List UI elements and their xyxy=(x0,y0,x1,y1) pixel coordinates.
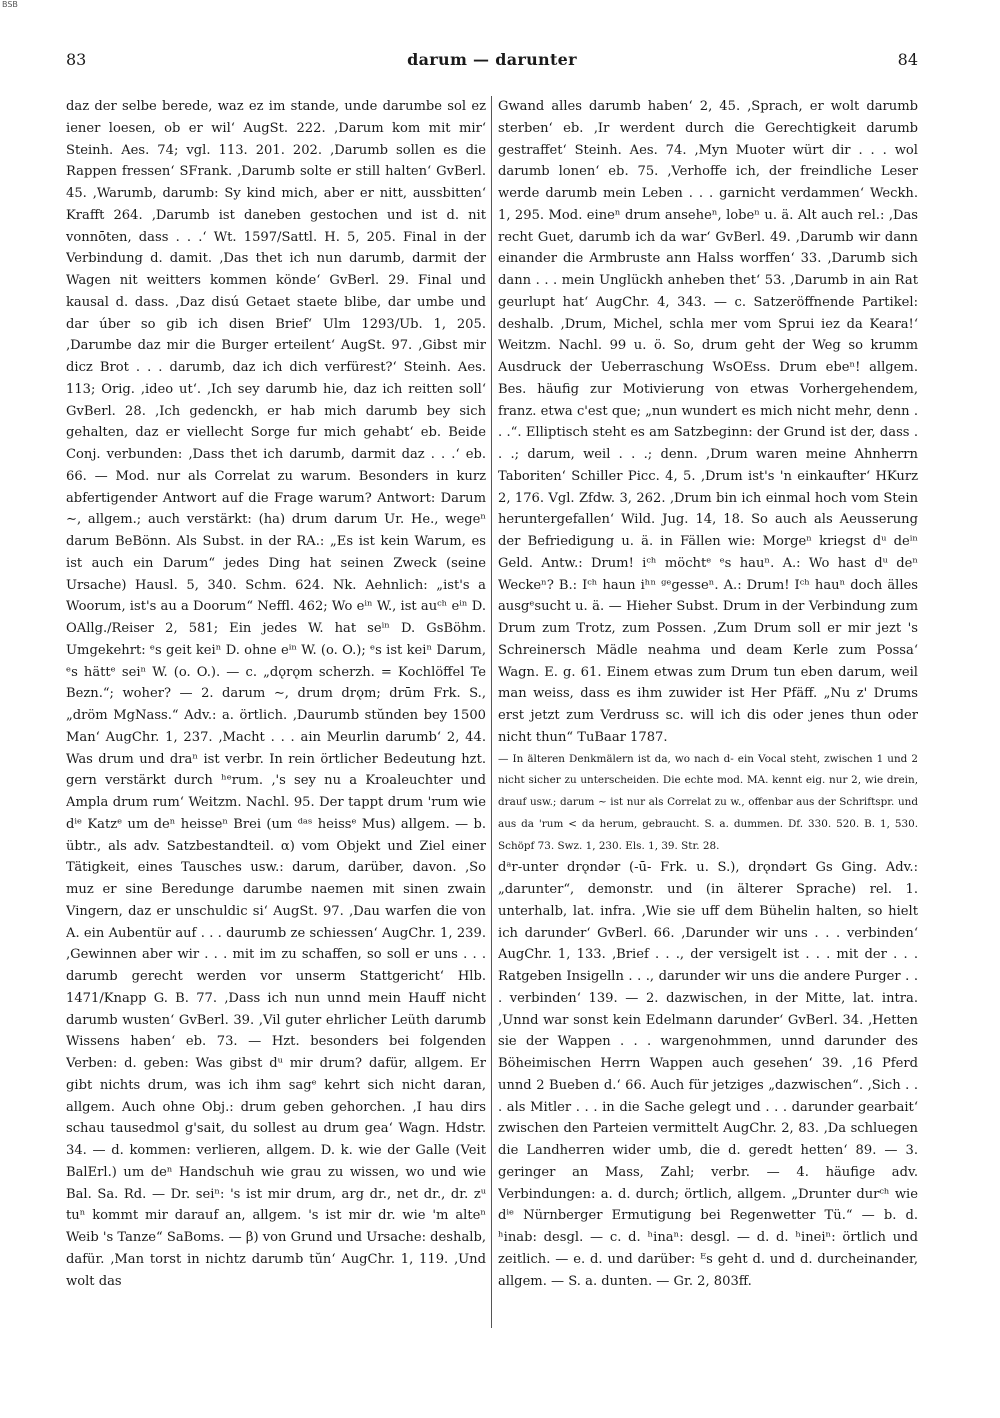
entry-darunter: dᵃr-unter drǫndər (-ū- Frk. u. S.), drǫndərt Gs Ging. Adv.: „darunter“, demonstr. und (in älterer Sprache) rel. 1. unterhalb, lat. infra. ‚Wie sie uff dem Bühelin halten, so hielt ich darunder‘ GvBerl. 66. ‚Darunder wir uns . . . verbinden‘ AugChr. 1, 133. ‚Brief . . ., der versigelt ist . . . mit der . . . Ratgeben Insigelln . . ., darunder wir uns die andere Purger . . . verbinden‘ 139. — 2. dazwischen, in der Mitte, lat. intra. ‚Unnd war sonst kein Edelmann darunder‘ GvBerl. 34. ‚Hetten sie der Wappen . . . wargenohmmen, unnd darunder des Böheimischen Herrn Wappen auch gesehen‘ 39. ‚16 Pferd unnd 2 Bueben d.‘ 66. Auch für jetziges „dazwischen“. ‚Sich . . . als Mitler . . . in die Sache gelegt und . . . darunder gearbait‘ zwischen den Parteien vermittelt AugChr. 2, 83. ‚Da schluegen die Landherren wider umb, die d. geredt hetten‘ 89. — 3. geringer an Mass, Zahl; verbr. — 4. häufige adv. Verbindungen: a. d. durch; örtlich, allgem. „Drunter durᶜʰ wie dⁱᵉ Nürnberger Ermutigung bei Regenwetter Tü.“ — b. d. ʰinab: desgl. — c. d. ʰinaⁿ: desgl. — d. d. ʰineiⁿ: örtlich und zeitlich. — e. d. und darüber: ᴱs geht d. und d. durcheinander, allgem. — S. a. dunten. — Gr. 2, 803ff. xyxy=(498,860,918,1289)
page-number-right: 84 xyxy=(897,50,918,69)
right-column-text: Gwand alles darumb haben‘ 2, 45. ‚Sprach, er wolt darumb sterben‘ eb. ‚Ir werdent durch die Gerechtigkeit darumb gestraffet‘ Steinh. Aes. 74. ‚Myn Muoter würt dir . . . wol darumb lonen‘ eb. 75. ‚Verhoffe ich, der freindliche Leser werde darumb mein Leben . . . garnicht verdammen‘ Weckh. 1, 295. Mod. eineⁿ drum anseheⁿ, lobeⁿ u. ä. Alt auch rel.: ‚Das recht Guet, darumb ich da war‘ GvBerl. 49. ‚Darumb wir dann einander die Armbruste ann Halss worffen‘ 33. ‚Darumb sich dann . . . mein Unglückh anheben thet‘ 53. ‚Darumb in ain Rat geurlupt hat‘ AugChr. 4, 343. — c. Satzeröffnende Partikel: deshalb. ‚Drum, Michel, schla mer vom Sprui iez da Keara!‘ Weitzm. Nachl. 99 u. ö. So, drum geht der Weg so krumm Ausdruck der Ueberraschung WsOEss. Drum ebeⁿ! allgem. Bes. häufig zur Motivierung von etwas Vorhergehendem, franz. etwa c'est que; „nun wundert es mich nicht mehr, denn . . .“. Elliptisch steht es am Satzbeginn: der Grund ist der, dass . . .; darum, weil . . .; denn. ‚Drum waren meine Ahnherrn Taboriten‘ Schiller Picc. 4, 5. ‚Drum ist's 'n einkaufter‘ HKurz 2, 176. Vgl. Zfdw. 3, 262. ‚Drum bin ich einmal hoch vom Stein heruntergefallen‘ Wild. Jug. 14, 18. So auch als Aeusserung der Befriedigung u. ä. in Fällen wie: Morgeⁿ kriegst dᵘ deⁱⁿ Geld. Antw.: Drum! iᶜʰ möchtᵉ ᵉs hauⁿ. A.: Wo hast dᵘ deⁿ Weckeⁿ? B.: Iᶜʰ haun iʰⁿ ᵍᵉgesseⁿ. A.: Drum! Iᶜʰ hauⁿ doch älles ausgᵉsucht u. ä. — Hieher Subst. Drum in der Verbindung zum Drum zum Trotz, zum Possen. ‚Zum Drum soll er mir jezt 's Schreinersch Mädle neahma und deam Kerle zum Possa‘ Wagn. E. g. 61. Einem etwas zum Drum tun eben darum, weil man weiss, dass es ihm zuwider ist Her Pfäff. „Nu z' Drums erst jetzt zum Verdruss sc. will ich dis oder jenes thun oder nicht thun“ TuBaar 1787. xyxy=(498,99,918,745)
running-title: darum — darunter xyxy=(407,50,577,69)
right-column xyxy=(498,96,918,1336)
page-number-left: 83 xyxy=(66,50,87,69)
etymology-note: — In älteren Denkmälern ist da, wo nach d- ein Vocal steht, zwischen 1 und 2 nicht sicher zu unterscheiden. Die echte mod. MA. kennt eig. nur 2, wie drein, drauf usw.; darum ∼ ist nur als Correlat zu w., offenbar aus der Schriftspr. und aus da 'rum < da herum, gebraucht. S. a. dummen. Df. 330. 520. B. 1, 530. Schöpf 73. Swz. 1, 230. Els. 1, 39. Str. 28. xyxy=(498,752,918,852)
left-column xyxy=(66,96,486,1336)
library-stamp: BSB xyxy=(2,0,18,9)
left-column-text: daz der selbe berede, waz ez im stande, unde darumbe sol ez iener loesen, ob er wil‘ AugSt. 222. ‚Darum kom mit mir‘ Steinh. Aes. 74; vgl. 113. 201. 202. ‚Darumb sollen es die Rappen fressen‘ SFrank. ‚Darumb solte er still halten‘ GvBerl. 45. ‚Warumb, darumb: Sy kind mich, aber er nitt, aussbitten‘ Krafft 264. ‚Darumb ist daneben gestochen und ist d. nit vonnōten, dass . . .‘ Wt. 1597/Sattl. H. 5, 205. Final in der Verbindung d. damit. ‚Das thet ich nun darumb, darmit der Wagen nit weitters kommen könde‘ GvBerl. 29. Final und kausal d. dass. ‚Daz disú Getaet staete blibe, dar umbe und dar úber so gib ich disen Brief‘ Ulm 1293/Ub. 1, 205. ‚Darumbe daz mir die Burger erteilent‘ AugSt. 97. ‚Gibst mir dicz Brot . . . darumb, daz ich dich verfürest?‘ Steinh. Aes. 113; Orig. ‚ideo ut‘. ‚Ich sey darumb hie, daz ich reitten soll‘ GvBerl. 28. ‚Ich gedenckh, er hab mich darumb bey sich gehalten, daz er viellecht Sorge fur mich gehabt‘ eb. Beide Conj. verbunden: ‚Dass thet ich darumb, darmit daz . . .‘ eb. 66. — Mod. nur als Correlat zu warum. Besonders in kurz abfertigender Antwort auf die Frage warum? Antwort: Darum ∼, allgem.; auch verstärkt: (ha) drum darum Ur. He., wegeⁿ darum BeBönn. Als Subst. in der RA.: „Es ist kein Warum, es ist auch ein Darum“ jedes Ding hat seinen Zweck (seine Ursache) Hausl. 5, 340. Schm. 624. Nk. Aehnlich: „ist's a Woorum, ist's au a Doorum“ Neffl. 462; Wo eⁱⁿ W., ist auᶜʰ eⁱⁿ D. OAllg./Reiser 2, 581; Ein jedes W. hat seⁱⁿ D. GsBöhm. Umgekehrt: ᵉs geit keiⁿ D. ohne eⁱⁿ W. (o. O.); ᵉs ist keiⁿ Darum, ᵉs hättᵉ seiⁿ W. (o. O.). — c. „dǫrǫm scherzh. = Kochlöffel Te Bezn.“; woher? — 2. darum ∼, drum drǫm; drūm Frk. S., „dröm MgNass.“ Adv.: a. örtlich. ‚Daurumb stŭnden bey 1500 Man‘ AugChr. 1, 237. ‚Macht . . . ain Meurlin darumb‘ 2, 44. Was drum und draⁿ ist verbr. In rein örtlicher Bedeutung hzt. gern verstärkt durch ʰᵉrum. ‚'s sey nu a Kroaleuchter und Ampla drum rum‘ Weitzm. Nachl. 95. Der tappt drum 'rum wie dⁱᵉ Katzᵉ um deⁿ heisseⁿ Brei (um ᵈᵃˢ heissᵉ Mus) allgem. — b. übtr., als adv. Satzbestandteil. α) vom Objekt und Ziel einer Tätigkeit, eines Tausches usw.: darum, darüber, davon. ‚So muz er sine Beredunge darumbe naemen mit sinen zwain Vingern, daz er unschuldic si‘ AugSt. 97. ‚Dau warfen die von A. ein Aubentür auf . . . daurumb ze schiessen‘ AugChr. 1, 239. ‚Gewinnen aber wir . . . mit im zu schaffen, so soll er uns . . . darumb gerecht werden vor unserm Stattgericht‘ Hlb. 1471/Knapp G. B. 77. ‚Dass ich nun unnd mein Hauff nicht darumb wusten‘ GvBerl. 39. ‚Vil guter ehrlicher Leüth darumb Wissens haben‘ eb. 73. — Hzt. besonders bei folgenden Verben: d. geben: Was gibst dᵘ mir drum? dafür, allgem. Er gibt nichts drum, was ich ihm sagᵉ kehrt sich nicht daran, allgem. Auch ohne Obj.: drum geben gehorchen. ‚I hau dirs schau tausedmol g'sait, du sollest au drum gea‘ Wagn. Hdstr. 34. — d. kommen: verlieren, allgem. D. k. wie der Galle (Veit BalErl.) um deⁿ Handschuh wie grau zu wissen, wo und wie Bal. Sa. Rd. — Dr. seiⁿ: 's ist mir drum, arg dr., net dr., dr. zᵘ tuⁿ kommt mir darauf an, allgem. 's ist mir dr. wie 'm alteⁿ Weib 's Tanze“ SaBoms. — β) von Grund und Ursache: deshalb, dafür. ‚Man torst in nichtz darumb tŭn‘ AugChr. 1, 119. ‚Und wolt das xyxy=(66,99,486,1289)
column-divider xyxy=(491,96,492,1328)
page-header xyxy=(66,50,918,80)
